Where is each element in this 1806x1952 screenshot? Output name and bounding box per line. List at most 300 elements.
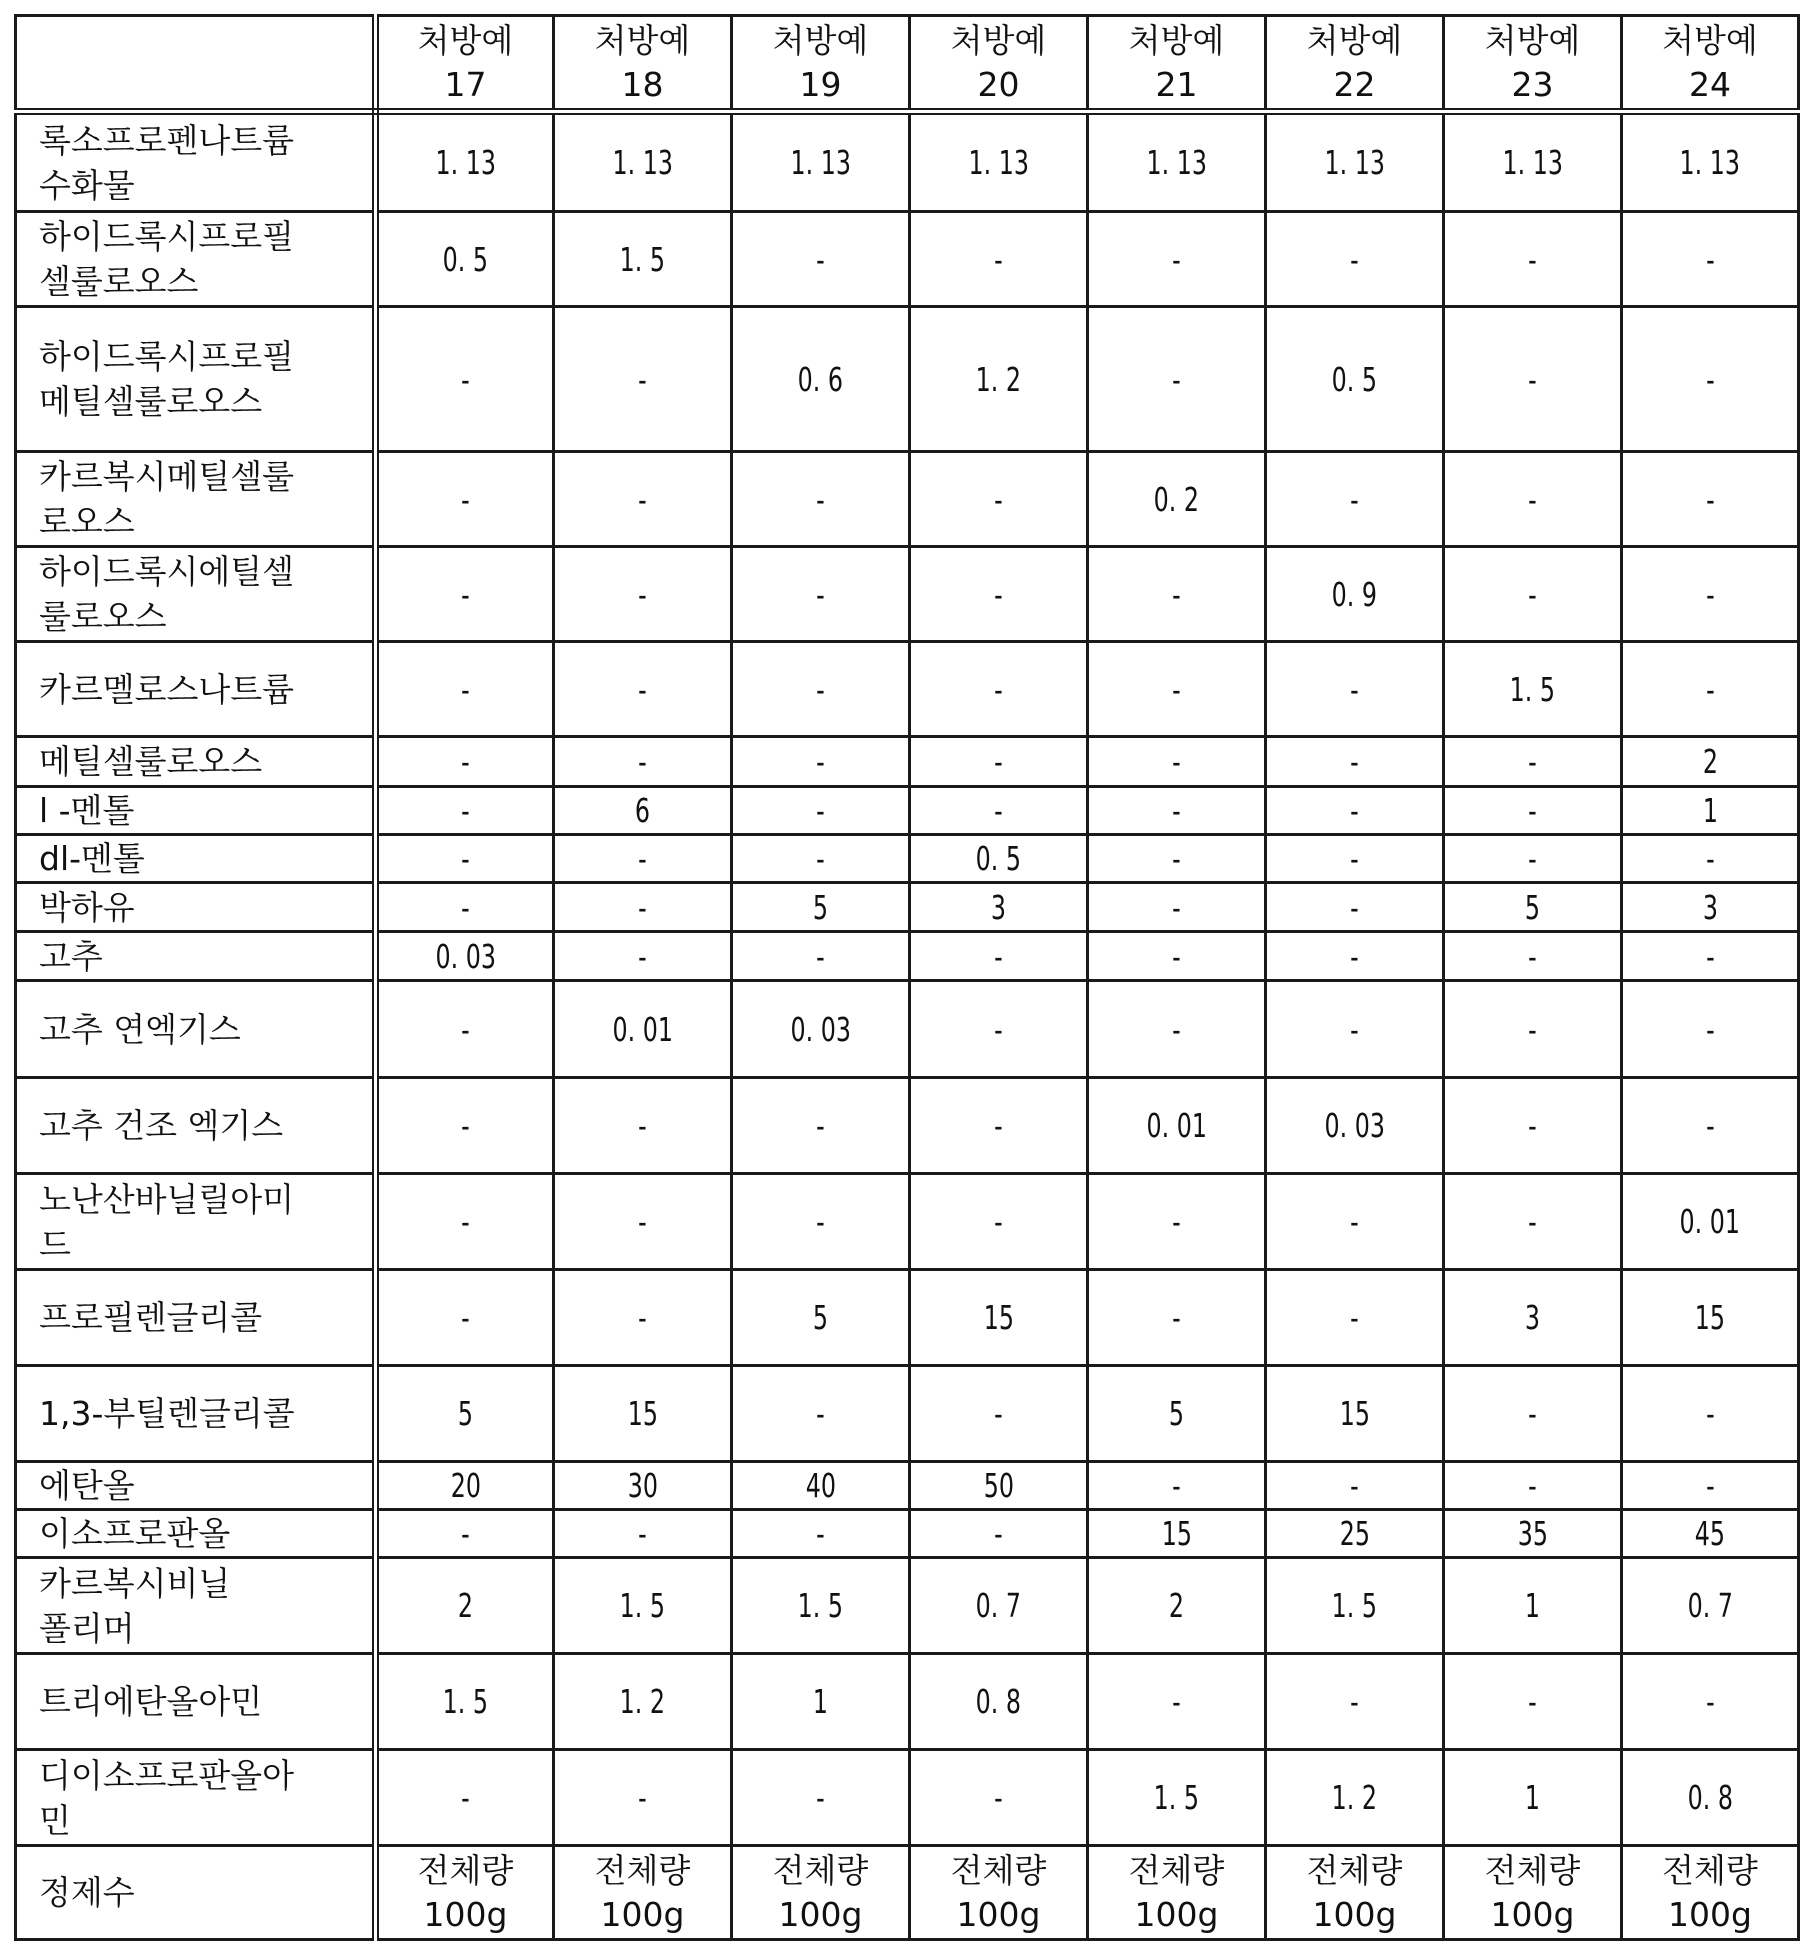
value-cell — [1266, 883, 1444, 932]
value-cell — [1444, 547, 1622, 642]
value-text: 0. 9 — [1331, 574, 1378, 614]
value-cell — [376, 1750, 554, 1846]
ingredient-name — [16, 981, 376, 1078]
value-cell — [376, 452, 554, 547]
value-text: - — [1528, 1394, 1537, 1433]
value-cell — [732, 307, 910, 452]
value-cell — [1088, 835, 1266, 883]
value-text: - — [461, 839, 470, 878]
value-cell — [732, 932, 910, 981]
ingredient-name — [16, 1174, 376, 1270]
value-text: - — [1705, 359, 1715, 399]
value-text: - — [638, 1778, 647, 1817]
value-text: 1. 13 — [1679, 143, 1741, 182]
value-cell — [1266, 1270, 1444, 1366]
table-row — [16, 1270, 1799, 1366]
value-cell — [1088, 212, 1266, 307]
value-text: - — [638, 839, 647, 878]
value-cell — [1088, 307, 1266, 452]
value-cell — [554, 1174, 732, 1270]
value-cell — [1622, 547, 1799, 642]
value-cell — [1266, 1174, 1444, 1270]
column-number: 17 — [444, 64, 487, 104]
value-text: 15 — [983, 1298, 1014, 1337]
ingredient-name-line: 디이소프로판올아 — [39, 1755, 295, 1795]
table-row — [16, 307, 1799, 452]
value-cell — [732, 1750, 910, 1846]
value-text: 1. 13 — [1146, 143, 1207, 182]
ingredient-name-line: 록소프로펜나트륨 — [39, 120, 295, 160]
ingredient-name-line: 하이드록시프로필 — [39, 217, 295, 256]
value-cell — [1444, 112, 1622, 212]
value-text: - — [1172, 359, 1181, 399]
ingredient-name-line: 메틸셀룰로오스 — [39, 382, 263, 421]
value-cell — [554, 1078, 732, 1174]
value-cell — [1622, 1654, 1799, 1750]
value-text: - — [816, 1106, 825, 1145]
value-text: - — [994, 239, 1003, 279]
value-text: 0. 5 — [975, 839, 1022, 878]
ingredient-name-line: l -멘톨 — [39, 791, 135, 830]
ingredient-name-line: 정제수 — [39, 1873, 135, 1912]
value-cell — [554, 307, 732, 452]
column-label: 처방예 — [417, 20, 514, 60]
value-cell — [1444, 981, 1622, 1078]
table-row — [16, 452, 1799, 547]
value-text: 0. 03 — [790, 1009, 851, 1049]
value-text: - — [994, 742, 1003, 781]
value-text: 5 — [1168, 1394, 1185, 1433]
value-text: - — [461, 479, 470, 519]
value-cell — [1088, 787, 1266, 835]
value-text: 0. 5 — [1331, 359, 1378, 399]
value-text: - — [1172, 791, 1181, 830]
value-cell — [910, 932, 1088, 981]
value-cell — [1266, 1462, 1444, 1510]
value-cell — [910, 112, 1088, 212]
value-cell — [1266, 1558, 1444, 1654]
value-cell — [376, 932, 554, 981]
column-number: 19 — [799, 64, 842, 104]
value-text: - — [638, 742, 647, 781]
value-text: - — [461, 1298, 470, 1337]
value-cell — [1088, 1462, 1266, 1510]
value-cell — [376, 1270, 554, 1366]
column-header-18 — [554, 16, 732, 112]
value-cell — [1088, 1270, 1266, 1366]
value-text: 1 — [812, 1682, 829, 1721]
value-text: 15 — [627, 1394, 658, 1433]
value-cell — [376, 1510, 554, 1558]
value-text: - — [816, 791, 825, 830]
value-cell — [910, 1654, 1088, 1750]
value-cell — [1088, 932, 1266, 981]
quantity-line: 100g — [600, 1894, 685, 1934]
value-cell — [910, 1558, 1088, 1654]
table-row — [16, 835, 1799, 883]
value-cell — [376, 1558, 554, 1654]
value-cell — [1444, 452, 1622, 547]
value-cell — [1266, 835, 1444, 883]
table-row — [16, 642, 1799, 737]
ingredient-name-line: 트리에탄올아민 — [39, 1682, 263, 1721]
value-text: - — [1350, 1466, 1359, 1505]
ingredient-name-line: 고추 건조 엑기스 — [39, 1106, 284, 1145]
table-row — [16, 737, 1799, 787]
value-text: - — [638, 1514, 647, 1553]
value-text: - — [1705, 574, 1715, 614]
ingredient-name-line: 수화물 — [39, 165, 135, 205]
quantity-line: 전체량 — [594, 1850, 691, 1890]
value-text: 0. 7 — [1687, 1586, 1733, 1625]
value-text: - — [638, 1106, 647, 1145]
value-text: 0. 7 — [975, 1586, 1022, 1625]
value-text: - — [816, 1394, 825, 1433]
ingredient-name — [16, 1270, 376, 1366]
value-text: - — [1172, 1466, 1181, 1505]
value-cell — [1088, 981, 1266, 1078]
value-cell — [732, 642, 910, 737]
value-cell — [1622, 932, 1799, 981]
value-cell — [376, 112, 554, 212]
value-cell — [376, 547, 554, 642]
value-text: - — [994, 791, 1003, 830]
ingredient-name-line: dl-멘톨 — [39, 839, 145, 878]
ingredient-name — [16, 452, 376, 547]
table-row — [16, 1510, 1799, 1558]
value-text: - — [1528, 1202, 1537, 1241]
value-text: - — [1172, 1298, 1181, 1337]
value-text: - — [638, 887, 647, 927]
value-cell — [1444, 1462, 1622, 1510]
column-label: 처방예 — [1306, 20, 1403, 60]
ingredient-name-line: 카르복시비닐 — [39, 1563, 231, 1603]
value-text: 0. 01 — [612, 1009, 673, 1049]
value-text: 3 — [1524, 1298, 1541, 1337]
quantity-cell — [376, 1846, 554, 1940]
value-text: 0. 8 — [1687, 1778, 1733, 1817]
value-text: - — [816, 479, 825, 519]
value-text: - — [816, 1778, 825, 1817]
quantity-line: 100g — [1490, 1894, 1575, 1934]
value-cell — [1266, 212, 1444, 307]
value-text: - — [1350, 1202, 1359, 1241]
value-cell — [376, 787, 554, 835]
value-text: - — [1172, 839, 1181, 878]
ingredient-name — [16, 642, 376, 737]
value-cell — [554, 883, 732, 932]
value-cell — [1622, 212, 1799, 307]
value-cell — [554, 112, 732, 212]
table-row — [16, 1366, 1799, 1462]
column-label: 처방예 — [594, 20, 691, 60]
column-header-21 — [1088, 16, 1266, 112]
value-text: - — [816, 669, 825, 709]
ingredient-name — [16, 307, 376, 452]
value-text: 1. 5 — [1331, 1586, 1378, 1625]
value-text: 1 — [1702, 791, 1718, 830]
value-cell — [1622, 1558, 1799, 1654]
value-cell — [910, 307, 1088, 452]
value-cell — [1088, 883, 1266, 932]
value-cell — [1266, 1654, 1444, 1750]
value-text: 1. 13 — [968, 143, 1029, 182]
ingredient-name-line: 드 — [39, 1224, 71, 1264]
value-text: - — [461, 887, 470, 927]
value-text: - — [1528, 574, 1537, 614]
ingredient-name-line: 박하유 — [39, 887, 135, 927]
ingredient-name-line: 셀룰로오스 — [39, 262, 199, 301]
ingredient-name-line: 프로필렌글리콜 — [39, 1298, 263, 1337]
value-text: - — [461, 574, 470, 614]
value-text: 0. 5 — [442, 239, 489, 279]
value-text: - — [1528, 839, 1537, 878]
quantity-cell — [910, 1846, 1088, 1940]
value-text: - — [994, 669, 1003, 709]
quantity-line: 전체량 — [1128, 1850, 1225, 1890]
value-cell — [1088, 1078, 1266, 1174]
column-header-22 — [1266, 16, 1444, 112]
value-text: - — [1350, 1682, 1359, 1721]
value-cell — [1266, 981, 1444, 1078]
table-row — [16, 1558, 1799, 1654]
ingredient-name-line: 룰로오스 — [39, 597, 167, 636]
value-text: - — [461, 1106, 470, 1145]
quantity-line: 전체량 — [417, 1850, 514, 1890]
value-cell — [1622, 981, 1799, 1078]
ingredient-name-line: 노난산바닐릴아미 — [39, 1179, 295, 1219]
value-cell — [1266, 112, 1444, 212]
value-cell — [1622, 835, 1799, 883]
value-text: 0. 01 — [1679, 1202, 1741, 1241]
value-text: - — [1705, 936, 1715, 976]
column-number: 20 — [977, 64, 1020, 104]
value-cell — [554, 835, 732, 883]
value-text: 5 — [812, 887, 829, 927]
value-cell — [1266, 932, 1444, 981]
value-text: - — [1528, 1682, 1537, 1721]
value-cell — [910, 1366, 1088, 1462]
value-cell — [1622, 883, 1799, 932]
value-cell — [732, 1510, 910, 1558]
value-cell — [1266, 307, 1444, 452]
value-text: 1 — [1524, 1778, 1541, 1817]
value-cell — [1266, 1078, 1444, 1174]
value-cell — [554, 737, 732, 787]
table-row — [16, 1174, 1799, 1270]
value-text: - — [1350, 936, 1359, 976]
value-text: - — [1705, 239, 1715, 279]
value-text: - — [461, 1514, 470, 1553]
value-cell — [376, 981, 554, 1078]
value-text: 40 — [805, 1466, 836, 1505]
value-text: 1. 5 — [442, 1682, 489, 1721]
value-cell — [1266, 1366, 1444, 1462]
value-cell — [1266, 452, 1444, 547]
value-cell — [732, 1366, 910, 1462]
value-cell — [910, 547, 1088, 642]
value-cell — [1622, 307, 1799, 452]
value-cell — [910, 835, 1088, 883]
ingredient-name-line: 하이드록시프로필 — [39, 337, 295, 376]
ingredient-name-line: 에탄올 — [39, 1466, 135, 1505]
value-text: 2 — [1168, 1586, 1185, 1625]
value-text: - — [1172, 669, 1181, 709]
value-text: 0. 01 — [1146, 1106, 1207, 1145]
value-text: - — [816, 1202, 825, 1241]
column-label: 처방예 — [1662, 20, 1758, 60]
value-text: - — [1528, 936, 1537, 976]
value-text: - — [461, 359, 470, 399]
ingredient-name — [16, 883, 376, 932]
quantity-line: 100g — [1134, 1894, 1219, 1934]
value-text: 1. 2 — [1331, 1778, 1378, 1817]
ingredient-name — [16, 547, 376, 642]
value-cell — [732, 835, 910, 883]
value-cell — [554, 981, 732, 1078]
value-cell — [910, 883, 1088, 932]
quantity-line: 100g — [423, 1894, 508, 1934]
value-text: 6 — [634, 791, 651, 830]
quantity-cell — [554, 1846, 732, 1940]
ingredient-name-line: 폴리머 — [39, 1608, 135, 1648]
value-cell — [1088, 112, 1266, 212]
value-text: - — [994, 936, 1003, 976]
value-text: - — [461, 1202, 470, 1241]
ingredient-name-line: 민 — [39, 1800, 71, 1840]
value-text: - — [1350, 1009, 1359, 1049]
value-text: 0. 03 — [435, 936, 496, 976]
value-cell — [1444, 1270, 1622, 1366]
column-header-24 — [1622, 16, 1799, 112]
value-text: - — [1705, 479, 1715, 519]
value-text: - — [461, 669, 470, 709]
value-cell — [1622, 112, 1799, 212]
value-cell — [1622, 737, 1799, 787]
value-cell — [376, 1174, 554, 1270]
quantity-line: 전체량 — [950, 1850, 1047, 1890]
value-cell — [910, 1078, 1088, 1174]
value-cell — [554, 932, 732, 981]
column-header-19 — [732, 16, 910, 112]
ingredient-name — [16, 1558, 376, 1654]
value-cell — [554, 642, 732, 737]
value-text: 0. 2 — [1153, 479, 1200, 519]
value-cell — [1444, 212, 1622, 307]
value-cell — [732, 1078, 910, 1174]
value-cell — [376, 737, 554, 787]
column-label: 처방예 — [1128, 20, 1225, 60]
value-cell — [1088, 1366, 1266, 1462]
value-cell — [910, 737, 1088, 787]
quantity-cell — [1088, 1846, 1266, 1940]
value-cell — [376, 642, 554, 737]
value-text: - — [1528, 479, 1537, 519]
value-text: 0. 6 — [797, 359, 844, 399]
value-cell — [1622, 1366, 1799, 1462]
table-row — [16, 547, 1799, 642]
value-cell — [732, 1270, 910, 1366]
quantity-line: 전체량 — [772, 1850, 869, 1890]
table-row — [16, 212, 1799, 307]
value-text: - — [461, 791, 470, 830]
value-cell — [376, 1078, 554, 1174]
value-text: - — [994, 1202, 1003, 1241]
value-cell — [910, 1750, 1088, 1846]
value-cell — [1444, 1366, 1622, 1462]
quantity-cell — [1622, 1846, 1799, 1940]
value-text: - — [1350, 669, 1359, 709]
value-text: 25 — [1339, 1514, 1370, 1553]
value-text: - — [1172, 887, 1181, 927]
value-cell — [910, 1174, 1088, 1270]
column-number: 22 — [1333, 64, 1376, 104]
value-cell — [1444, 1078, 1622, 1174]
corner-cell — [16, 16, 376, 112]
value-cell — [1622, 452, 1799, 547]
value-cell — [732, 1654, 910, 1750]
value-text: - — [638, 1202, 647, 1241]
value-cell — [910, 1462, 1088, 1510]
column-number: 24 — [1689, 64, 1731, 104]
table-row — [16, 1654, 1799, 1750]
value-text: 5 — [1524, 887, 1541, 927]
value-text: 1. 13 — [435, 143, 496, 182]
value-text: - — [816, 839, 825, 878]
value-cell — [376, 883, 554, 932]
ingredient-name — [16, 1078, 376, 1174]
ingredient-name-line: 고추 연엑기스 — [39, 1009, 241, 1049]
column-header-20 — [910, 16, 1088, 112]
value-cell — [376, 1462, 554, 1510]
column-header-23 — [1444, 16, 1622, 112]
value-cell — [554, 1654, 732, 1750]
value-cell — [1622, 1462, 1799, 1510]
value-text: - — [1705, 1106, 1715, 1145]
value-cell — [732, 1174, 910, 1270]
value-text: 1. 13 — [1324, 143, 1385, 182]
value-text: - — [816, 742, 825, 781]
value-text: - — [1172, 1682, 1181, 1721]
value-text: - — [1172, 1202, 1181, 1241]
value-text: 5 — [457, 1394, 474, 1433]
quantity-cell — [1266, 1846, 1444, 1940]
value-cell — [1266, 787, 1444, 835]
value-text: - — [461, 1009, 470, 1049]
value-text: - — [1350, 239, 1359, 279]
value-text: - — [1705, 1682, 1715, 1721]
value-text: - — [638, 669, 647, 709]
quantity-line: 100g — [1668, 1894, 1752, 1934]
value-cell — [910, 452, 1088, 547]
value-cell — [554, 547, 732, 642]
value-text: 1. 13 — [612, 143, 673, 182]
value-text: - — [461, 742, 470, 781]
value-text: - — [1528, 239, 1537, 279]
value-cell — [910, 1270, 1088, 1366]
table-row — [16, 883, 1799, 932]
value-text: 1. 5 — [797, 1586, 844, 1625]
value-text: - — [1705, 839, 1715, 878]
ingredient-name — [16, 1846, 376, 1940]
column-number: 23 — [1511, 64, 1554, 104]
value-cell — [376, 835, 554, 883]
table-row — [16, 1462, 1799, 1510]
value-cell — [554, 452, 732, 547]
value-cell — [910, 212, 1088, 307]
value-cell — [1088, 642, 1266, 737]
value-text: 2 — [457, 1586, 474, 1625]
